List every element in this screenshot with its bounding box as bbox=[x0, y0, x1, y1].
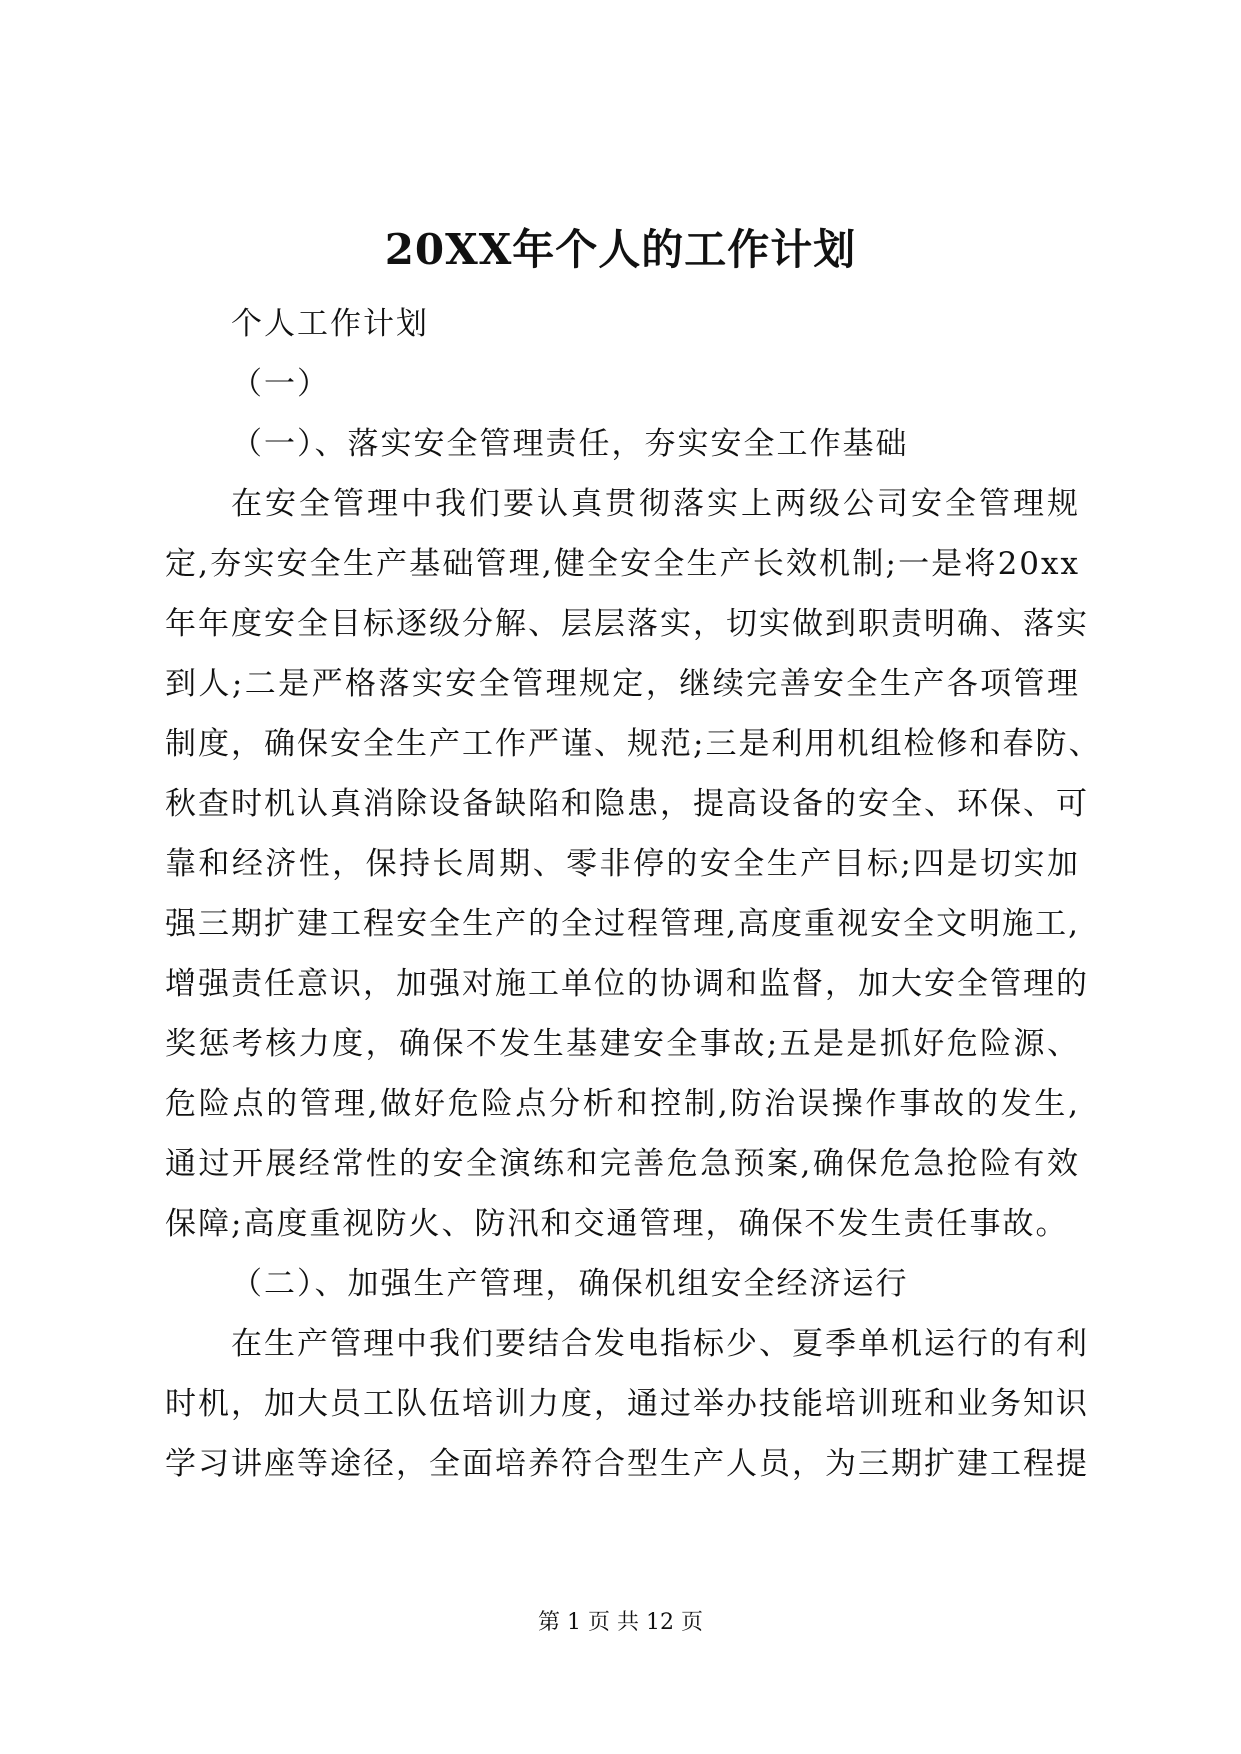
paragraph-line: 靠和经济性，保持长周期、零非停的安全生产目标;四是切实加 bbox=[165, 846, 1080, 882]
section-heading-1: （一）、落实安全管理责任，夯实安全工作基础 bbox=[231, 426, 909, 462]
document-title: 20XX年个人的工作计划 bbox=[384, 225, 857, 274]
page-footer: 第 1 页 共 12 页 bbox=[538, 1610, 703, 1635]
paragraph-line: 强三期扩建工程安全生产的全过程管理,高度重视安全文明施工, bbox=[165, 906, 1080, 942]
paragraph-line: 危险点的管理,做好危险点分析和控制,防治误操作事故的发生, bbox=[165, 1086, 1080, 1122]
paragraph-line: 通过开展经常性的安全演练和完善危急预案,确保危急抢险有效 bbox=[165, 1146, 1080, 1182]
paragraph-line: 增强责任意识，加强对施工单位的协调和监督，加大安全管理的 bbox=[165, 966, 1089, 1002]
paragraph-line-last: 保障;高度重视防火、防汛和交通管理，确保不发生责任事故。 bbox=[165, 1206, 1069, 1242]
section-marker: （一） bbox=[231, 366, 330, 402]
subtitle: 个人工作计划 bbox=[231, 306, 429, 342]
paragraph-line: 定,夯实安全生产基础管理,健全安全生产长效机制;一是将20xx bbox=[165, 546, 1080, 582]
paragraph-line: 秋查时机认真消除设备缺陷和隐患，提高设备的安全、环保、可 bbox=[165, 786, 1089, 822]
paragraph-line: 时机，加大员工队伍培训力度，通过举办技能培训班和业务知识 bbox=[165, 1386, 1089, 1422]
paragraph-line: 制度，确保安全生产工作严谨、规范;三是利用机组检修和春防、 bbox=[165, 726, 1102, 762]
paragraph-line: 到人;二是严格落实安全管理规定，继续完善安全生产各项管理 bbox=[165, 666, 1080, 702]
paragraph-line: 奖惩考核力度，确保不发生基建安全事故;五是是抓好危险源、 bbox=[165, 1026, 1080, 1062]
paragraph-line: 在生产管理中我们要结合发电指标少、夏季单机运行的有利 bbox=[231, 1326, 1089, 1362]
paragraph-line: 学习讲座等途径，全面培养符合型生产人员，为三期扩建工程提 bbox=[165, 1446, 1089, 1482]
paragraph-line: 年年度安全目标逐级分解、层层落实，切实做到职责明确、落实 bbox=[165, 606, 1089, 642]
section-heading-2: （二）、加强生产管理，确保机组安全经济运行 bbox=[231, 1266, 909, 1302]
paragraph-line: 在安全管理中我们要认真贯彻落实上两级公司安全管理规 bbox=[231, 486, 1080, 522]
document-body bbox=[165, 294, 1102, 1494]
